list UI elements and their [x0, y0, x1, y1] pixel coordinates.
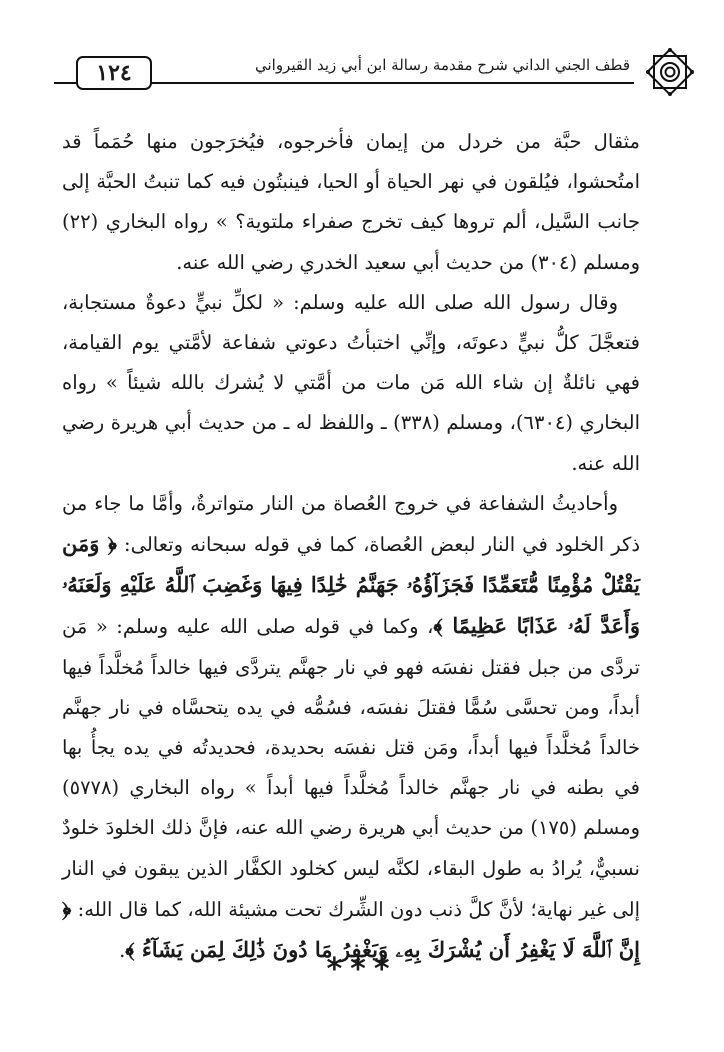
running-title: قطف الجني الداني شرح مقدمة رسالة ابن أبي زيد القيرواني	[254, 56, 630, 74]
page-number: ١٢٤	[76, 56, 152, 90]
eight-point-star-ornament-icon	[642, 46, 698, 98]
text-run: ، وكما في قوله صلى الله عليه وسلم: « مَن تردَّى من جبل فقتل نفسَه فهو في نار جهنَّم يتردَّى فيها خالداً مُخلَّداً فيها أبداً، ومن تحسَّى سُمًّا فقتلَ نفسَه، فسُمُّه في يده يتحسَّاه في نار جهنَّم خالداً مُخلَّداً فيها أبداً، ومَن قتل نفسَه بحديدة، فحديدتُه في يده يجأُ بها في بطنه في نار جهنَّم خالداً مُخلَّداً فيها أبداً » رواه البخاري (٥٧٧٨) ومسلم (١٧٥) من حديث أبي هريرة رضي الله عنه، فإنَّ ذلك الخلودَ خلودٌ نسبيٌّ، يُرادُ به طول البقاء، لكنَّه ليس كخلود الكفَّار الذين يبقون في النار إلى غير نهاية؛ لأنَّ كلَّ ذنب دون الشِّرك تحت مشيئة الله، كما قال الله:	[62, 615, 641, 921]
body-text	[62, 122, 640, 971]
section-separator: ***	[326, 952, 398, 987]
text-run: .	[119, 939, 126, 963]
text-run: وقال رسول الله صلى الله عليه وسلم: « لكلِّ نبيٍّ دعوةٌ مستجابة، فتعجَّلَ كلُّ نبيٍّ دعوتَه، وإنِّي اختبأتُ دعوتي شفاعة لأمَّتي يوم القيامة، فهي نائلةٌ إن شاء الله مَن مات من أمَّتي لا يُشرك بالله شيئاً » رواه البخاري (٦٣٠٤)، ومسلم (٣٣٨) ـ واللفظ له ـ من حديث أبي هريرة رضي الله عنه.	[62, 290, 641, 475]
quran-verse: ﴿ إِنَّ ٱللَّهَ لَا يَغْفِرُ أَن يُشْرَكَ بِهِۦ وَيَغْفِرُ مَا دُونَ ذَٰلِكَ لِمَن يَشَآءُ ﴾	[62, 895, 640, 963]
text-run: مثقال حبَّة من خردل من إيمان فأخرجوه، فيُخرَجون منها حُمَماً قد امتُحشوا، فيُلقون في نهر الحياة أو الحيا، فينبتُون فيه كما تنبتُ الحبَّة إلى جانب السَّيل، ألم تروها كيف تخرج صفراء ملتوية؟ » رواه البخاري (٢٢) ومسلم (٣٠٤) من حديث أبي سعيد الخدري رضي الله عنه.	[62, 130, 640, 274]
page-header	[54, 46, 694, 98]
text-run: وأحاديثُ الشفاعة في خروج العُصاة من النار متواترةٌ، وأمَّا ما جاء من ذكر الخلود في النار لبعض العُصاة، كما في قوله سبحانه وتعالى:	[62, 491, 640, 557]
paragraph	[62, 122, 640, 283]
paragraph	[62, 283, 640, 484]
quran-verse: ﴿ وَمَن يَقْتُلْ مُؤْمِنًا مُّتَعَمِّدًا فَجَزَآؤُهُۥ جَهَنَّمُ خَٰلِدًا فِيهَا وَغَضِبَ ٱللَّهُ عَلَيْهِ وَلَعَنَهُۥ وَأَعَدَّ لَهُۥ عَذَابًا عَظِيمًا ﴾	[62, 531, 641, 639]
paragraph	[62, 484, 640, 971]
